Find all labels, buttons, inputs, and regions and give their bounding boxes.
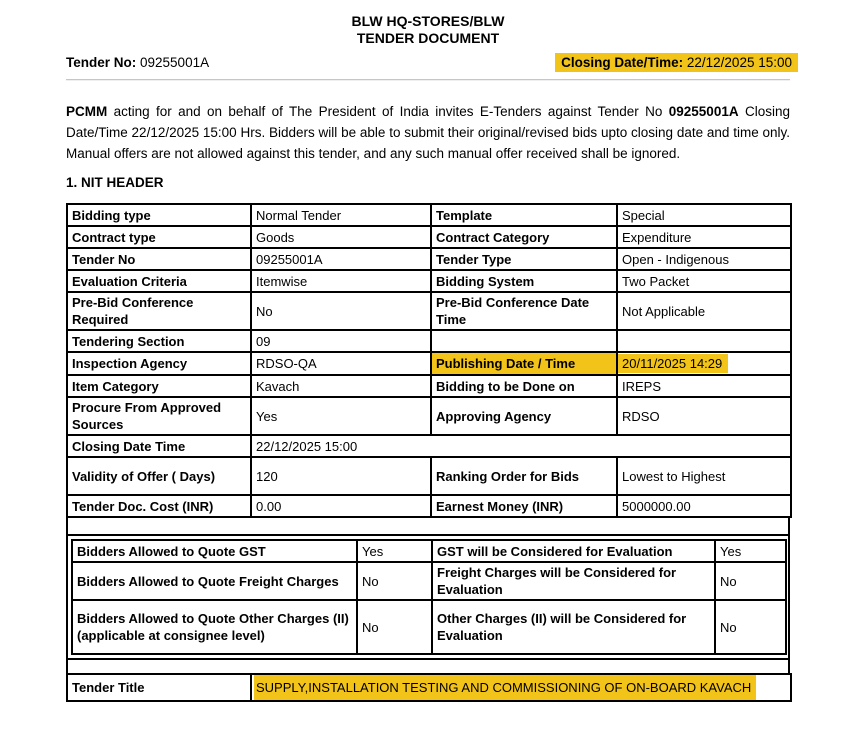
nit-label-cell: Contract type xyxy=(67,226,251,248)
nit-label-cell: Evaluation Criteria xyxy=(67,270,251,292)
nit-value-cell: Goods xyxy=(251,226,431,248)
nit-value-cell: Open - Indigenous xyxy=(617,248,791,270)
nit-value-cell: IREPS xyxy=(617,375,791,397)
nit-label-cell-highlighted: Publishing Date / Time xyxy=(431,352,617,375)
nit-label-cell: Item Category xyxy=(67,375,251,397)
intro-paragraph xyxy=(66,101,790,164)
nit-value-cell: Special xyxy=(617,204,791,226)
closing-datetime-value: 22/12/2025 15:00 xyxy=(686,54,792,70)
document-title-line2: TENDER DOCUMENT xyxy=(356,30,500,46)
nit-label-cell: Bidding type xyxy=(67,204,251,226)
nit-label-cell: Ranking Order for Bids xyxy=(431,457,617,495)
nit-value-cell: Lowest to Highest xyxy=(617,457,791,495)
gst-label-line1: Bidders Allowed to Quote Other Charges (II) xyxy=(77,611,349,626)
gst-label-cell: GST will be Considered for Evaluation xyxy=(432,540,715,562)
intro-bold-pcmm: PCMM xyxy=(66,104,108,119)
intro-bold-tender-no: 09255001A xyxy=(668,104,739,119)
tender-title-label-cell: Tender Title xyxy=(67,674,251,701)
tender-title-table xyxy=(66,673,792,702)
nit-label-cell: Tender Doc. Cost (INR) xyxy=(67,495,251,517)
table-row xyxy=(67,495,791,517)
table-gap-spacer xyxy=(66,660,790,673)
gst-value-cell: Yes xyxy=(715,540,786,562)
nit-value-cell: RDSO-QA xyxy=(251,352,431,375)
nit-value-cell: 0.00 xyxy=(251,495,431,517)
nit-value-cell: Itemwise xyxy=(251,270,431,292)
nit-label-cell: Tendering Section xyxy=(67,330,251,352)
gst-value-cell: No xyxy=(715,600,786,654)
tender-meta-row xyxy=(66,51,790,73)
intro-text-rest: Closing Date/Time 22/12/2025 15:00 Hrs. Bidders will be able to submit their original/revised bids upto closing date and time only. Manual offers are not allowed against this tender, and any such manual offer received shall be ignored. xyxy=(66,104,790,161)
gst-table xyxy=(71,539,787,655)
nit-label-cell: Pre-Bid Conference Date Time xyxy=(431,292,617,330)
gst-value-cell: No xyxy=(357,562,432,600)
nit-value-cell: No xyxy=(251,292,431,330)
table-row xyxy=(67,292,791,330)
nit-label-cell: Tender Type xyxy=(431,248,617,270)
nit-label-cell: Validity of Offer ( Days) xyxy=(67,457,251,495)
nit-value-cell: 09255001A xyxy=(251,248,431,270)
gst-label-cell: Bidders Allowed to Quote Freight Charges xyxy=(72,562,357,600)
table-row xyxy=(67,352,791,375)
gst-label-cell: Freight Charges will be Considered for Evaluation xyxy=(432,562,715,600)
tender-title-value-cell xyxy=(251,674,791,701)
table-row xyxy=(67,674,791,701)
gst-label-line2: (applicable at consignee level) xyxy=(77,628,265,643)
table-row xyxy=(72,600,786,654)
table-row xyxy=(67,226,791,248)
publishing-date-highlight: 20/11/2025 14:29 xyxy=(618,354,728,373)
nit-label-cell: Approving Agency xyxy=(431,397,617,435)
tender-no xyxy=(66,55,209,70)
nit-header-table xyxy=(66,203,792,518)
nit-label-cell: Pre-Bid Conference Required xyxy=(67,292,251,330)
nit-value-cell: 09 xyxy=(251,330,431,352)
table-row xyxy=(67,397,791,435)
gst-section-border xyxy=(66,534,790,660)
tender-no-value: 09255001A xyxy=(140,54,210,70)
nit-label-cell: Inspection Agency xyxy=(67,352,251,375)
nit-label-cell: Template xyxy=(431,204,617,226)
nit-value-cell xyxy=(617,352,791,375)
table-row xyxy=(67,457,791,495)
closing-datetime-badge xyxy=(555,53,798,72)
nit-label-cell: Procure From Approved Sources xyxy=(67,397,251,435)
nit-value-cell: Two Packet xyxy=(617,270,791,292)
nit-header-heading: 1. NIT HEADER xyxy=(66,175,164,190)
intro-text: acting for and on behalf of The President of India invites E-Tenders against Tender No xyxy=(107,104,669,119)
table-row xyxy=(67,204,791,226)
nit-value-cell: 120 xyxy=(251,457,431,495)
closing-datetime-label: Closing Date/Time: xyxy=(561,54,684,70)
table-gap-spacer xyxy=(66,518,790,534)
header-divider xyxy=(66,79,790,81)
nit-label-cell: Tender No xyxy=(67,248,251,270)
nit-value-cell: Not Applicable xyxy=(617,292,791,330)
gst-label-cell xyxy=(72,600,357,654)
nit-value-cell: Yes xyxy=(251,397,431,435)
table-row xyxy=(67,435,791,457)
nit-value-cell: 5000000.00 xyxy=(617,495,791,517)
nit-value-cell xyxy=(617,330,791,352)
nit-label-cell: Closing Date Time xyxy=(67,435,251,457)
nit-label-cell: Earnest Money (INR) xyxy=(431,495,617,517)
nit-value-cell: Normal Tender xyxy=(251,204,431,226)
gst-value-cell: No xyxy=(357,600,432,654)
document-title-line1: BLW HQ-STORES/BLW xyxy=(351,13,505,29)
nit-label-cell: Contract Category xyxy=(431,226,617,248)
nit-label-cell: Bidding System xyxy=(431,270,617,292)
nit-value-cell: RDSO xyxy=(617,397,791,435)
tender-title-highlight: SUPPLY,INSTALLATION TESTING AND COMMISSIONING OF ON-BOARD KAVACH xyxy=(254,675,756,700)
table-row xyxy=(72,562,786,600)
gst-label-cell: Bidders Allowed to Quote GST xyxy=(72,540,357,562)
table-row xyxy=(67,375,791,397)
gst-value-cell: Yes xyxy=(357,540,432,562)
nit-value-cell-wide: 22/12/2025 15:00 xyxy=(251,435,791,457)
document-title xyxy=(66,13,790,47)
gst-label-cell: Other Charges (II) will be Considered for Evaluation xyxy=(432,600,715,654)
nit-value-cell: Kavach xyxy=(251,375,431,397)
table-row xyxy=(67,330,791,352)
table-row xyxy=(72,540,786,562)
tender-no-label: Tender No: xyxy=(66,54,137,70)
table-row xyxy=(67,270,791,292)
table-row xyxy=(67,248,791,270)
nit-label-cell: Bidding to be Done on xyxy=(431,375,617,397)
gst-value-cell: No xyxy=(715,562,786,600)
nit-label-cell xyxy=(431,330,617,352)
nit-value-cell: Expenditure xyxy=(617,226,791,248)
